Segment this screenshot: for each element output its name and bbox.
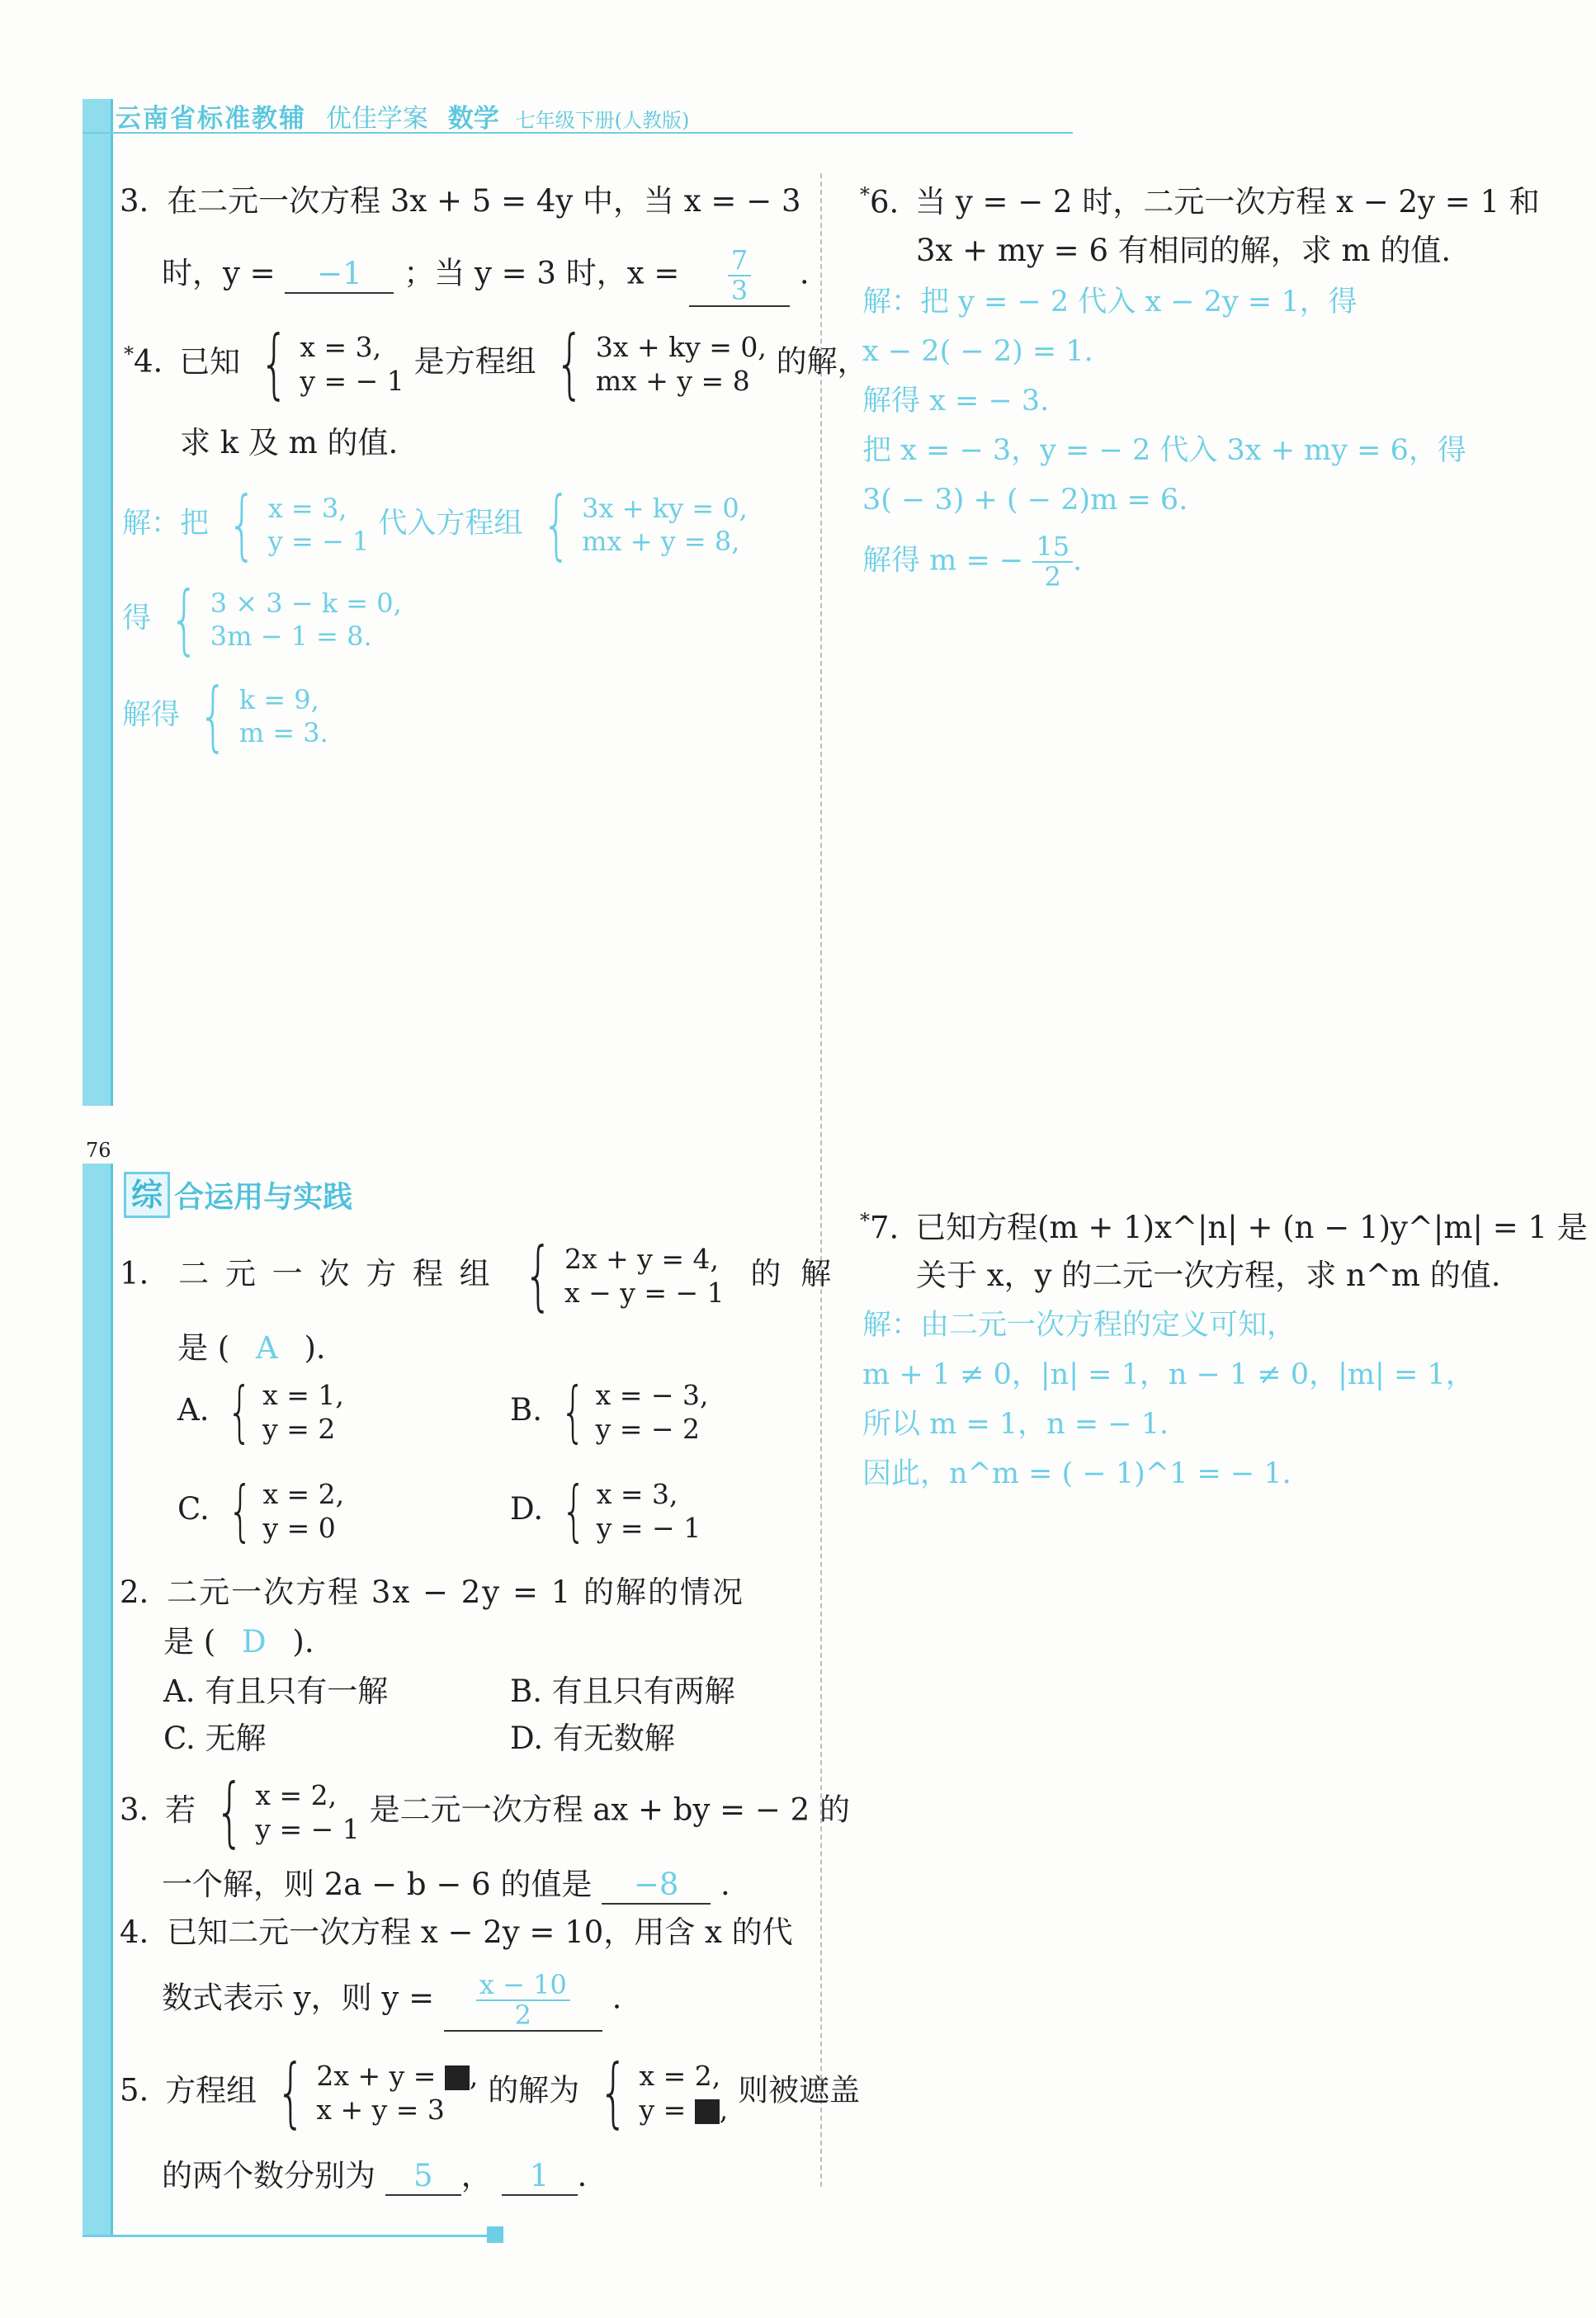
tl-solution-line2: 得 { 3 × 3 − k = 0, 3m − 1 = 8. xyxy=(122,575,402,663)
bl-q1-optA: A. { x = 1, y = 2 xyxy=(177,1373,344,1451)
br-sol-2: m + 1 ≠ 0，|n| = 1，n − 1 ≠ 0，|m| = 1， xyxy=(862,1358,1475,1391)
bl-optD-system: { x = 3, y = − 1 xyxy=(561,1472,701,1550)
tl-q4-num: 4. xyxy=(134,343,163,380)
brace-icon: { xyxy=(259,319,289,408)
left-margin-bar-lower-inner xyxy=(111,1164,113,2236)
tl-q3-l2a: 时，y = xyxy=(162,255,276,291)
bl-q1-optC: C. { x = 2, y = 0 xyxy=(177,1472,345,1550)
bl-q3-line1: 3. 若 { x = 2, y = − 1 是二元一次方程 ax + by = − 2 的 xyxy=(120,1768,850,1856)
tr-sol-5: 3( − 3) + ( − 2)m = 6. xyxy=(862,484,1188,517)
br-q7-num: 7. xyxy=(870,1210,900,1246)
header-subject: 数学 xyxy=(447,104,499,134)
tr-sol-4: 把 x = − 3，y = − 2 代入 3x + my = 6，得 xyxy=(862,434,1466,467)
bl-q2-optA: A. 有且只有一解 xyxy=(163,1674,389,1709)
bl-q4-line2: 数式表示 y，则 y = $\frac{x - 10}{2}$ . xyxy=(162,1969,622,2032)
bl-q2-optB: B. 有且只有两解 xyxy=(510,1674,735,1709)
left-margin-bar-inner xyxy=(111,99,113,1106)
page-number: 76 xyxy=(86,1139,111,1162)
tl-q3-line1 xyxy=(120,183,801,220)
brace-icon: { xyxy=(227,1373,253,1451)
brace-icon: { xyxy=(276,2048,305,2136)
tl-sol-system1: { x = 3, y = − 1 xyxy=(227,480,370,569)
tl-solution-line1: 解：把 { x = 3, y = − 1 代入方程组 { 3x + ky = 0, mx + y = 8, xyxy=(122,480,748,569)
bl-q1-line1: 1. 二 元 一 次 方 程 组 { 2x + y = 4, x − y = − 1 的 解 xyxy=(120,1231,837,1320)
tr-sol-6-frac: $\frac{15}{2}$ xyxy=(1032,532,1073,592)
brace-icon: { xyxy=(560,1373,586,1451)
tl-q3-l2b: ；当 y = 3 时，x = xyxy=(404,255,680,291)
tl-q3-text: 在二元一次方程 3x + 5 = 4y 中，当 x = − 3 xyxy=(167,183,801,219)
tl-q3-line2: 时，y = −1 ；当 y = 3 时，x = $\frac{7}{3}$ . xyxy=(162,244,810,307)
bl-q1-optD: D. { x = 3, y = − 1 xyxy=(510,1472,701,1550)
tl-q4-solution-system: { x = 3, y = − 1 xyxy=(259,319,404,408)
brace-icon: { xyxy=(598,2048,628,2136)
bl-q2-line2: 是 ( D ). xyxy=(163,1624,314,1659)
bl-q5-solution: { x = 2, y = , xyxy=(598,2048,729,2136)
bl-q3-system: { x = 2, y = − 1 xyxy=(215,1768,360,1856)
brace-icon: { xyxy=(215,1768,244,1856)
tr-q6-line2: 3x + my = 6 有相同的解，求 m 的值. xyxy=(916,233,1452,268)
tl-sol-system4: { k = 9, m = 3. xyxy=(198,672,328,760)
bl-q2-optD: D. 有无数解 xyxy=(510,1721,675,1756)
br-sol-3: 所以 m = 1，n = − 1. xyxy=(862,1408,1169,1441)
tr-q6-num: 6. xyxy=(870,184,900,220)
tl-solution-line3: 解得 { k = 9, m = 3. xyxy=(122,672,328,760)
bl-q2-line1: 2. 二元一次方程 3x − 2y = 1 的解的情况 xyxy=(120,1574,745,1610)
tr-q6-line1: *6. 当 y = − 2 时，二元一次方程 x − 2y = 1 和 xyxy=(860,183,1540,220)
bl-optA-system: { x = 1, y = 2 xyxy=(227,1373,344,1451)
header-series: 优佳学案 xyxy=(325,104,428,134)
brace-icon: { xyxy=(169,575,199,663)
section-header xyxy=(124,1172,352,1218)
bl-q5-line1: 5. 方程组 { 2x + y = , x + y = 3 的解为 { x = 2, y = , 则被遮盖 xyxy=(120,2048,861,2136)
tr-sol-1: 解：把 y = − 2 代入 x − 2y = 1，得 xyxy=(862,286,1358,319)
bl-q5-answer1: 5 xyxy=(385,2158,461,2196)
bl-q4-answer-frac: $\frac{x - 10}{2}$ xyxy=(476,1971,570,2030)
tl-q3-answer1: −1 xyxy=(285,256,394,294)
column-divider xyxy=(820,173,822,2187)
brace-icon: { xyxy=(198,672,228,760)
br-q7-line1: *7. 已知方程(m + 1)x^|n| + (n − 1)y^|m| = 1 是 xyxy=(860,1209,1588,1246)
bl-q4-line1: 4. 已知二元一次方程 x − 2y = 10，用含 x 的代 xyxy=(120,1914,793,1950)
br-sol-1: 解：由二元一次方程的定义可知， xyxy=(862,1309,1296,1342)
bl-q4-answer xyxy=(444,1971,602,2032)
br-sol-4: 因此，n^m = ( − 1)^1 = − 1. xyxy=(862,1457,1291,1490)
header-grade: 七年级下册(人教版) xyxy=(515,109,690,132)
bl-q3-line2: 一个解，则 2a − b − 6 的值是 −8 . xyxy=(162,1867,730,1905)
bl-optB-system: { x = − 3, y = − 2 xyxy=(560,1373,709,1451)
bl-q2-answer: D xyxy=(241,1624,267,1659)
tr-sol-6: 解得 m = − $\frac{15}{2}$ . xyxy=(862,531,1083,593)
bl-q3-answer: −8 xyxy=(602,1867,711,1905)
bl-q2-optC: C. 无解 xyxy=(163,1721,267,1756)
tl-q4-equation-system: { 3x + ky = 0, mx + y = 8 xyxy=(555,319,767,408)
brace-icon: { xyxy=(227,1472,253,1550)
tl-sol-system3: { 3 × 3 − k = 0, 3m − 1 = 8. xyxy=(169,575,402,663)
left-margin-bar-lower xyxy=(83,1164,111,2236)
brace-icon: { xyxy=(541,480,571,569)
tr-sol-2: x − 2( − 2) = 1. xyxy=(862,335,1093,368)
section-title: 合运用与实践 xyxy=(174,1180,353,1215)
bl-q1-answer: A xyxy=(255,1330,278,1366)
tl-sol-system2: { 3x + ky = 0, mx + y = 8, xyxy=(541,480,748,569)
header xyxy=(116,97,689,135)
tl-q4-line1: *4. 已知 { x = 3, y = − 1 是方程组 { 3x + ky = 0, mx + y = 8 的解， xyxy=(124,319,868,408)
brace-icon: { xyxy=(227,480,257,569)
bl-q5-system: { 2x + y = , x + y = 3 xyxy=(276,2048,479,2136)
bl-optC-system: { x = 2, y = 0 xyxy=(227,1472,345,1550)
section-badge: 综 xyxy=(124,1172,170,1218)
bl-q1-line2: 是 ( A ). xyxy=(177,1330,326,1366)
bl-q1-system: { 2x + y = 4, x − y = − 1 xyxy=(524,1231,725,1320)
covered-number-block xyxy=(445,2065,470,2090)
bottom-rule xyxy=(83,2235,495,2237)
tr-sol-3: 解得 x = − 3. xyxy=(862,385,1050,418)
bl-q5-line2: 的两个数分别为 5 ， 1 . xyxy=(162,2158,587,2196)
br-q7-line2: 关于 x，y 的二元一次方程，求 n^m 的值. xyxy=(916,1258,1501,1293)
tl-q3-answer2-frac: $\frac{7}{3}$ xyxy=(728,246,751,305)
brace-icon: { xyxy=(561,1472,587,1550)
tl-q3-answer2 xyxy=(689,246,790,307)
left-margin-bar xyxy=(83,99,111,1106)
bl-q1-optB: B. { x = − 3, y = − 2 xyxy=(510,1373,709,1451)
header-brand: 云南省标准教辅 xyxy=(116,104,306,134)
bottom-rule-marker xyxy=(487,2226,503,2243)
brace-icon: { xyxy=(555,319,585,408)
tl-q4-line2: 求 k 及 m 的值. xyxy=(180,425,399,460)
brace-icon: { xyxy=(524,1231,554,1320)
bl-q5-answer2: 1 xyxy=(502,2158,578,2196)
covered-number-block xyxy=(695,2099,720,2124)
tl-q3-num: 3. xyxy=(120,183,149,219)
